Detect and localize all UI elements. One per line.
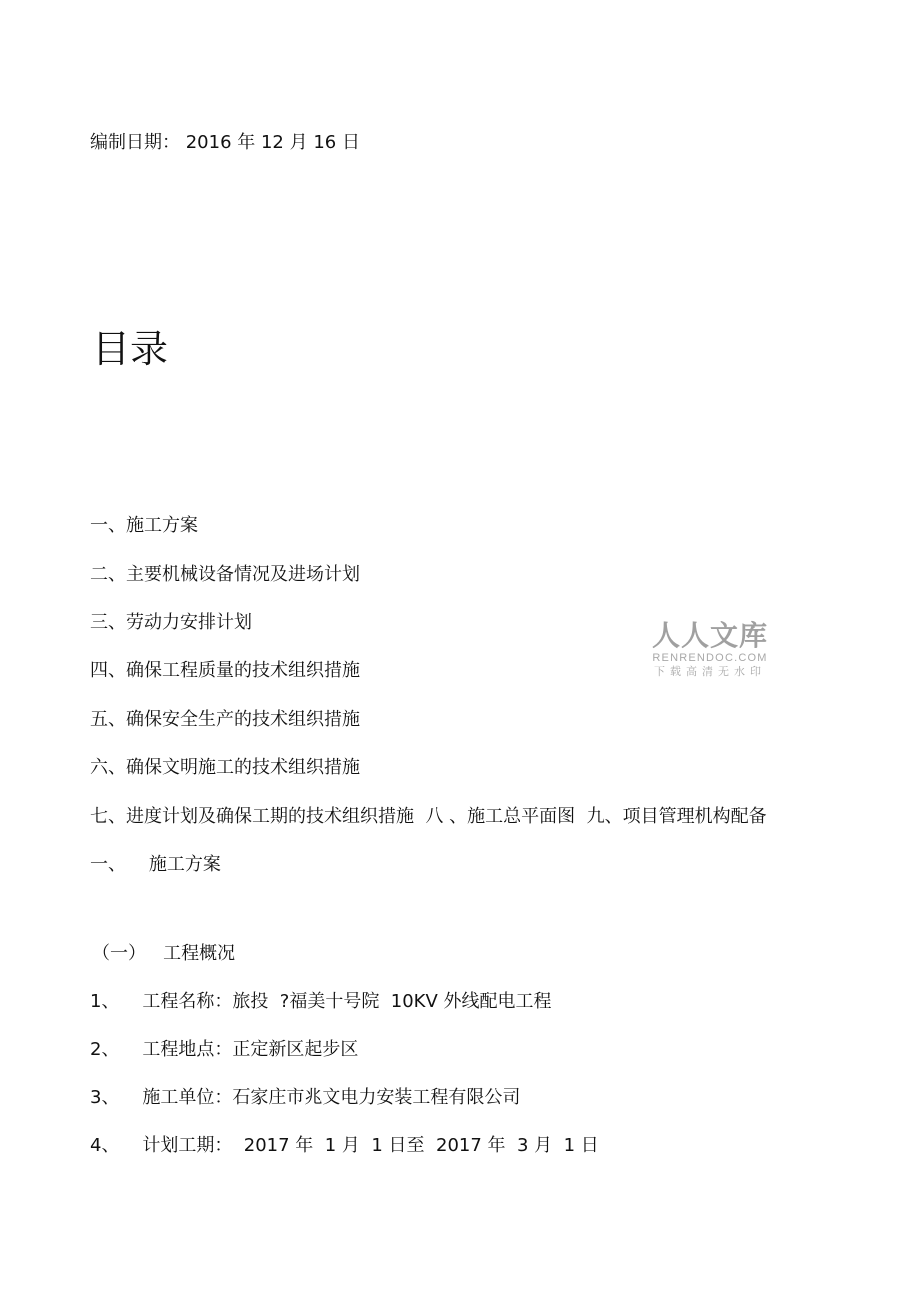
watermark-brand-en: RENRENDOC.COM [652,652,768,664]
toc-item: 二、主要机械设备情况及进场计划 [90,564,360,585]
watermark-logo [646,620,774,679]
section-heading: 一、 施工方案 [90,854,221,875]
overview-item: 3、 施工单位：石家庄市兆文电力安装工程有限公司 [90,1087,521,1108]
overview-item: 4、 计划工期： 2017 年 1 月 1 日至 2017 年 3 月 1 日 [90,1135,599,1156]
toc-item: 三、劳动力安排计划 [90,612,252,633]
toc-title: 目录 [92,327,169,371]
toc-item: 六、确保文明施工的技术组织措施 [90,757,360,778]
toc-item: 四、确保工程质量的技术组织措施 [90,660,360,681]
subsection-heading: （一） 工程概况 [92,943,236,964]
overview-item: 2、 工程地点：正定新区起步区 [90,1039,359,1060]
toc-item: 七、进度计划及确保工期的技术组织措施 八 、施工总平面图 九、项目管理机构配备 [90,806,767,827]
date-line: 编制日期： 2016 年 12 月 16 日 [90,132,360,153]
toc-item: 五、确保安全生产的技术组织措施 [90,709,360,730]
toc-item: 一、施工方案 [90,515,198,536]
overview-item: 1、 工程名称：旅投 ?福美十号院 10KV 外线配电工程 [90,991,552,1012]
watermark-tagline: 下载高清无水印 [654,665,766,678]
watermark-brand-cn: 人人文库 [651,619,768,652]
